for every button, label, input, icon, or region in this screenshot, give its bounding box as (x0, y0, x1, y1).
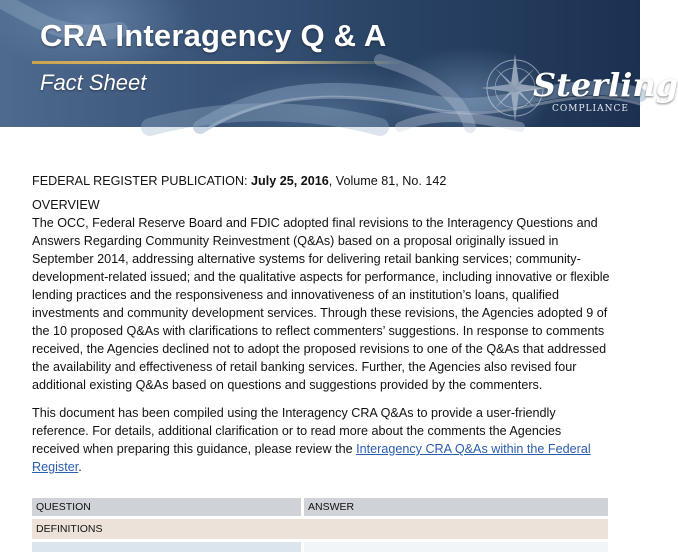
publication-line (32, 172, 612, 190)
publication-label: FEDERAL REGISTER PUBLICATION: (32, 174, 248, 188)
definitions-section-row: DEFINITIONS (32, 519, 608, 539)
sterling-logo-subtitle: COMPLIANCE (552, 104, 629, 114)
sterling-logo: Sterling (533, 66, 678, 104)
title-divider (32, 61, 404, 64)
publication-volume: , Volume 81, No. 142 (328, 174, 447, 188)
compiled-text: This document has been compiled using the Interagency CRA Q&As to provide a user-friendly reference. For details, additional clarification or to read more about the comments the Agencies received when preparing this guidance, please review the (32, 406, 562, 456)
compiled-end: . (78, 460, 82, 474)
federal-register-link[interactable]: Interagency CRA Q&As within the Federal Register (32, 442, 591, 474)
question-cell (32, 542, 301, 552)
document-body (32, 172, 612, 476)
page-title: CRA Interagency Q & A (40, 18, 387, 53)
table-header-row (32, 498, 608, 516)
publication-date: July 25, 2016 (251, 174, 329, 188)
overview-heading: OVERVIEW (32, 198, 100, 212)
header-banner (0, 0, 678, 127)
answer-cell (304, 542, 608, 552)
compiled-paragraph (32, 404, 612, 476)
answer-column-header: ANSWER (304, 498, 608, 516)
table-row (32, 542, 608, 552)
qa-table (32, 498, 608, 552)
page-subtitle: Fact Sheet (40, 70, 147, 95)
overview-paragraph: The OCC, Federal Reserve Board and FDIC adopted final revisions to the Interagency Questions and Answers Regarding Community Reinvestment (Q&As) based on a proposal originally issued in September 2014, addressing alternative systems for delivering retail banking services; community-development-related issued; and the qualitative aspects for performance, including innovative or flexible lending practices and the responsiveness and innovativeness of an institution’s loans, qualified investments and community development services. Through these revisions, the Agencies adopted 9 of the 10 proposed Q&As with clarifications to reflect commenters’ suggestions. In response to comments received, the Agencies declined not to adopt the proposed revisions to one of the Q&As that addressed the availability and effectiveness of retail banking services. Further, the Agencies also revised four additional existing Q&As based on questions and suggestions provided by the commenters. (32, 216, 610, 392)
question-column-header: QUESTION (32, 498, 301, 516)
